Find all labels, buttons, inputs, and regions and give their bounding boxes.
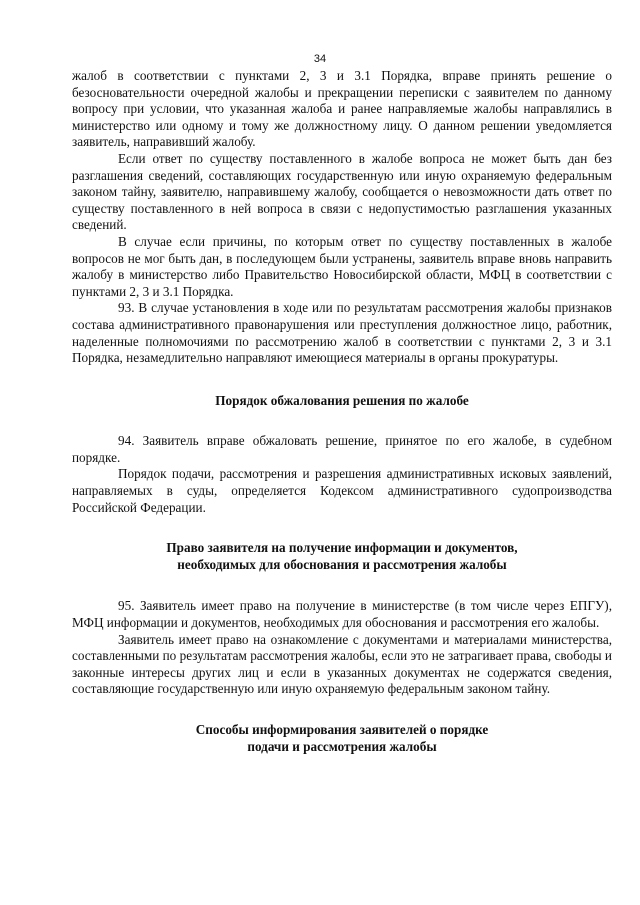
section-heading-applicant-rights: [72, 540, 612, 573]
paragraph: Порядок подачи, рассмотрения и разрешения административных исковых заявлений, направляемых в суды, определяется Кодексом административного судопроизводства Российской Федерации.: [72, 466, 612, 515]
section-heading-appeal-procedure: [72, 393, 612, 410]
document-body: [72, 68, 612, 755]
paragraph: Заявитель имеет право на ознакомление с документами и материалами министерства, составленными по результатам рассмотрения жалобы, если это не затрагивает права, свободы и законные интересы других лиц и если в указанных документах не содержатся сведения, составляющие государственную или иную охраняемую федеральным законом тайну.: [72, 631, 612, 697]
paragraph: Если ответ по существу поставленного в жалобе вопроса не может быть дан без разглашения сведений, составляющих государственную или иную охраняемую федеральным законом тайну, заявителю, направившему жалобу, сообщается о невозможности дать ответ по существу поставленного в ней вопроса в связи с недопустимостью разглашения указанных сведений.: [72, 150, 612, 233]
paragraph: В случае если причины, по которым ответ по существу поставленных в жалобе вопросов не мог быть дан, в последующем были устранены, заявитель вправе вновь направить жалобу в министерство либо Правительство Новосибирской области, МФЦ в соответствии с пунктами 2, 3 и 3.1 Порядка.: [72, 233, 612, 299]
heading-line: Право заявителя на получение информации и документов,: [166, 540, 518, 556]
paragraph: жалоб в соответствии с пунктами 2, 3 и 3.1 Порядка, вправе принять решение о безосновательности очередной жалобы и прекращении переписки с заявителем по данному вопросу при условии, что указанная жалоба и ранее направляемые жалобы направлялись в министерство или одному и тому же должностному лицу. О данном решении уведомляется заявитель, направивший жалобу.: [72, 68, 612, 150]
paragraph-item-95: 95. Заявитель имеет право на получение в министерстве (в том числе через ЕПГУ), МФЦ информации и документов, необходимых для обоснования и рассмотрения его жалобы.: [72, 598, 612, 631]
page-number: 34: [313, 53, 327, 65]
heading-line: подачи и рассмотрения жалобы: [247, 738, 437, 754]
heading-line: Способы информирования заявителей о порядке: [195, 722, 489, 737]
heading-line: Порядок обжалования решения по жалобе: [215, 392, 469, 408]
paragraph-item-93: 93. В случае установления в ходе или по результатам рассмотрения жалобы признаков состава административного правонарушения или преступления должностное лицо, работник, наделенные полномочиями по рассмотрению жалоб в соответствии с пунктами 2, 3 и 3.1 Порядка, незамедлительно направляют имеющиеся материалы в органы прокуратуры.: [72, 300, 612, 366]
heading-line: необходимых для обоснования и рассмотрения жалобы: [177, 556, 507, 572]
paragraph-item-94: 94. Заявитель вправе обжаловать решение, принятое по его жалобе, в судебном порядке.: [72, 433, 612, 465]
section-heading-informing-methods: [72, 722, 612, 755]
